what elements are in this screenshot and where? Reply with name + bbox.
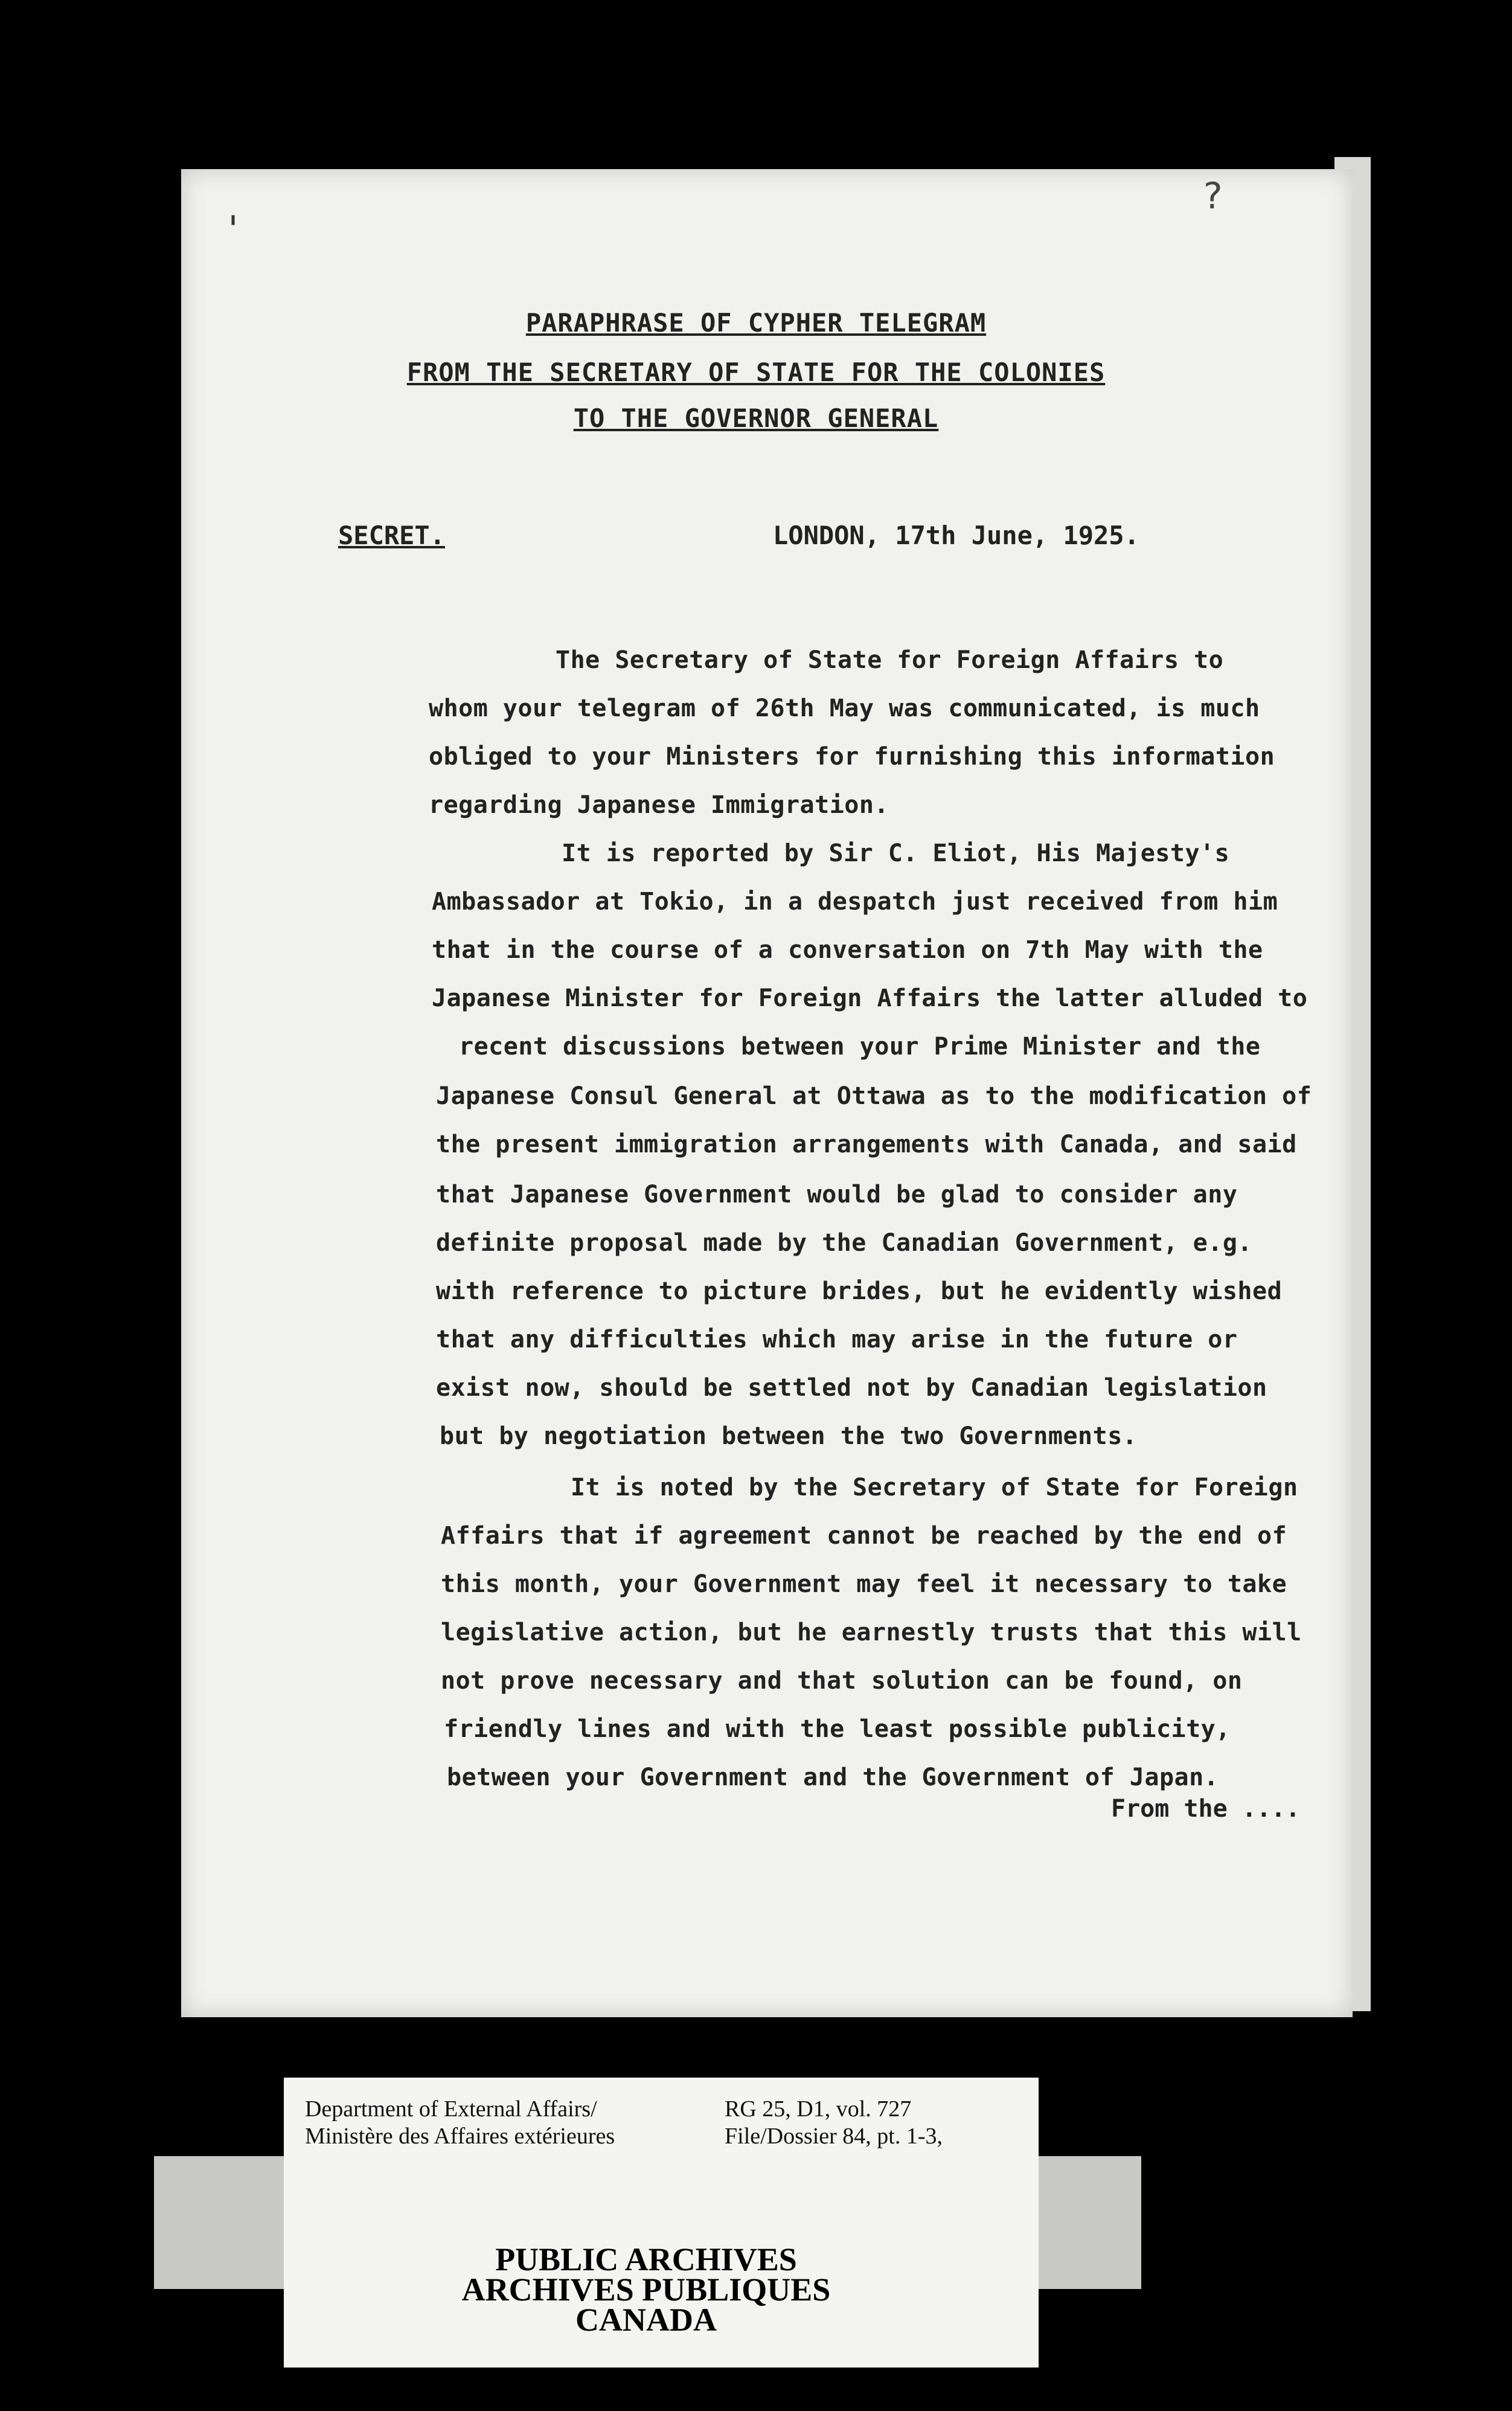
body-line: not prove necessary and that solution can be found, on (441, 1667, 1243, 1695)
body-line: whom your telegram of 26th May was communicated, is much (429, 695, 1260, 722)
department-english: Department of External Affairs/ (305, 2096, 597, 2122)
body-line: regarding Japanese Immigration. (429, 791, 889, 819)
continuation-text: From the .... (1111, 1795, 1301, 1823)
dateline: LONDON, 17th June, 1925. (773, 521, 1139, 550)
body-line: the present immigration arrangements with Canada, and said (436, 1131, 1297, 1158)
body-line: Japanese Minister for Foreign Affairs the latter alluded to (432, 984, 1308, 1012)
body-line: that in the course of a conversation on 7th May with the (432, 936, 1263, 964)
archives-stamp-line-2: ARCHIVES PUBLIQUES (461, 2271, 831, 2308)
body-line: obliged to your Ministers for furnishing this information (429, 743, 1275, 771)
classification-label: SECRET. (338, 521, 446, 550)
body-line: Affairs that if agreement cannot be reached by the end of (441, 1522, 1287, 1550)
body-line: with reference to picture brides, but he evidently wished (436, 1277, 1283, 1305)
margin-mark: ' (222, 208, 245, 251)
title-line-3: TO THE GOVERNOR GENERAL (573, 403, 939, 433)
body-line: but by negotiation between the two Governments. (440, 1422, 1138, 1450)
left-film-tab (154, 2156, 284, 2289)
record-group-reference: RG 25, D1, vol. 727 (725, 2096, 912, 2122)
body-line: It is noted by the Secretary of State for Foreign (571, 1474, 1298, 1501)
body-line: Ambassador at Tokio, in a despatch just received from him (432, 888, 1278, 916)
body-line: legislative action, but he earnestly trusts that this will (441, 1619, 1302, 1646)
archives-stamp-line-3: CANADA (575, 2302, 717, 2338)
body-line: recent discussions between your Prime Minister and the (459, 1033, 1261, 1061)
right-film-tab (1039, 2156, 1141, 2289)
body-line: It is reported by Sir C. Eliot, His Majesty's (562, 840, 1230, 867)
body-line: this month, your Government may feel it necessary to take (441, 1570, 1287, 1598)
body-line: exist now, should be settled not by Canadian legislation (436, 1374, 1267, 1402)
body-line: The Secretary of State for Foreign Affairs to (556, 646, 1224, 674)
body-line: that Japanese Government would be glad to consider any (436, 1181, 1238, 1209)
title-line-1: PARAPHRASE OF CYPHER TELEGRAM (525, 308, 987, 338)
body-line: definite proposal made by the Canadian Government, e.g. (436, 1229, 1253, 1257)
department-french: Ministère des Affaires extérieures (305, 2124, 615, 2149)
body-line: between your Government and the Government of Japan. (447, 1764, 1219, 1791)
archives-stamp-line-1: PUBLIC ARCHIVES (495, 2241, 797, 2278)
page-mark: ? (1202, 175, 1224, 217)
body-line: friendly lines and with the least possible publicity, (444, 1715, 1231, 1743)
title-line-2: FROM THE SECRETARY OF STATE FOR THE COLONIES (406, 358, 1106, 387)
file-reference: File/Dossier 84, pt. 1-3, (725, 2124, 943, 2149)
body-line: that any difficulties which may arise in the future or (436, 1326, 1238, 1353)
body-line: Japanese Consul General at Ottawa as to the modification of (436, 1082, 1312, 1110)
